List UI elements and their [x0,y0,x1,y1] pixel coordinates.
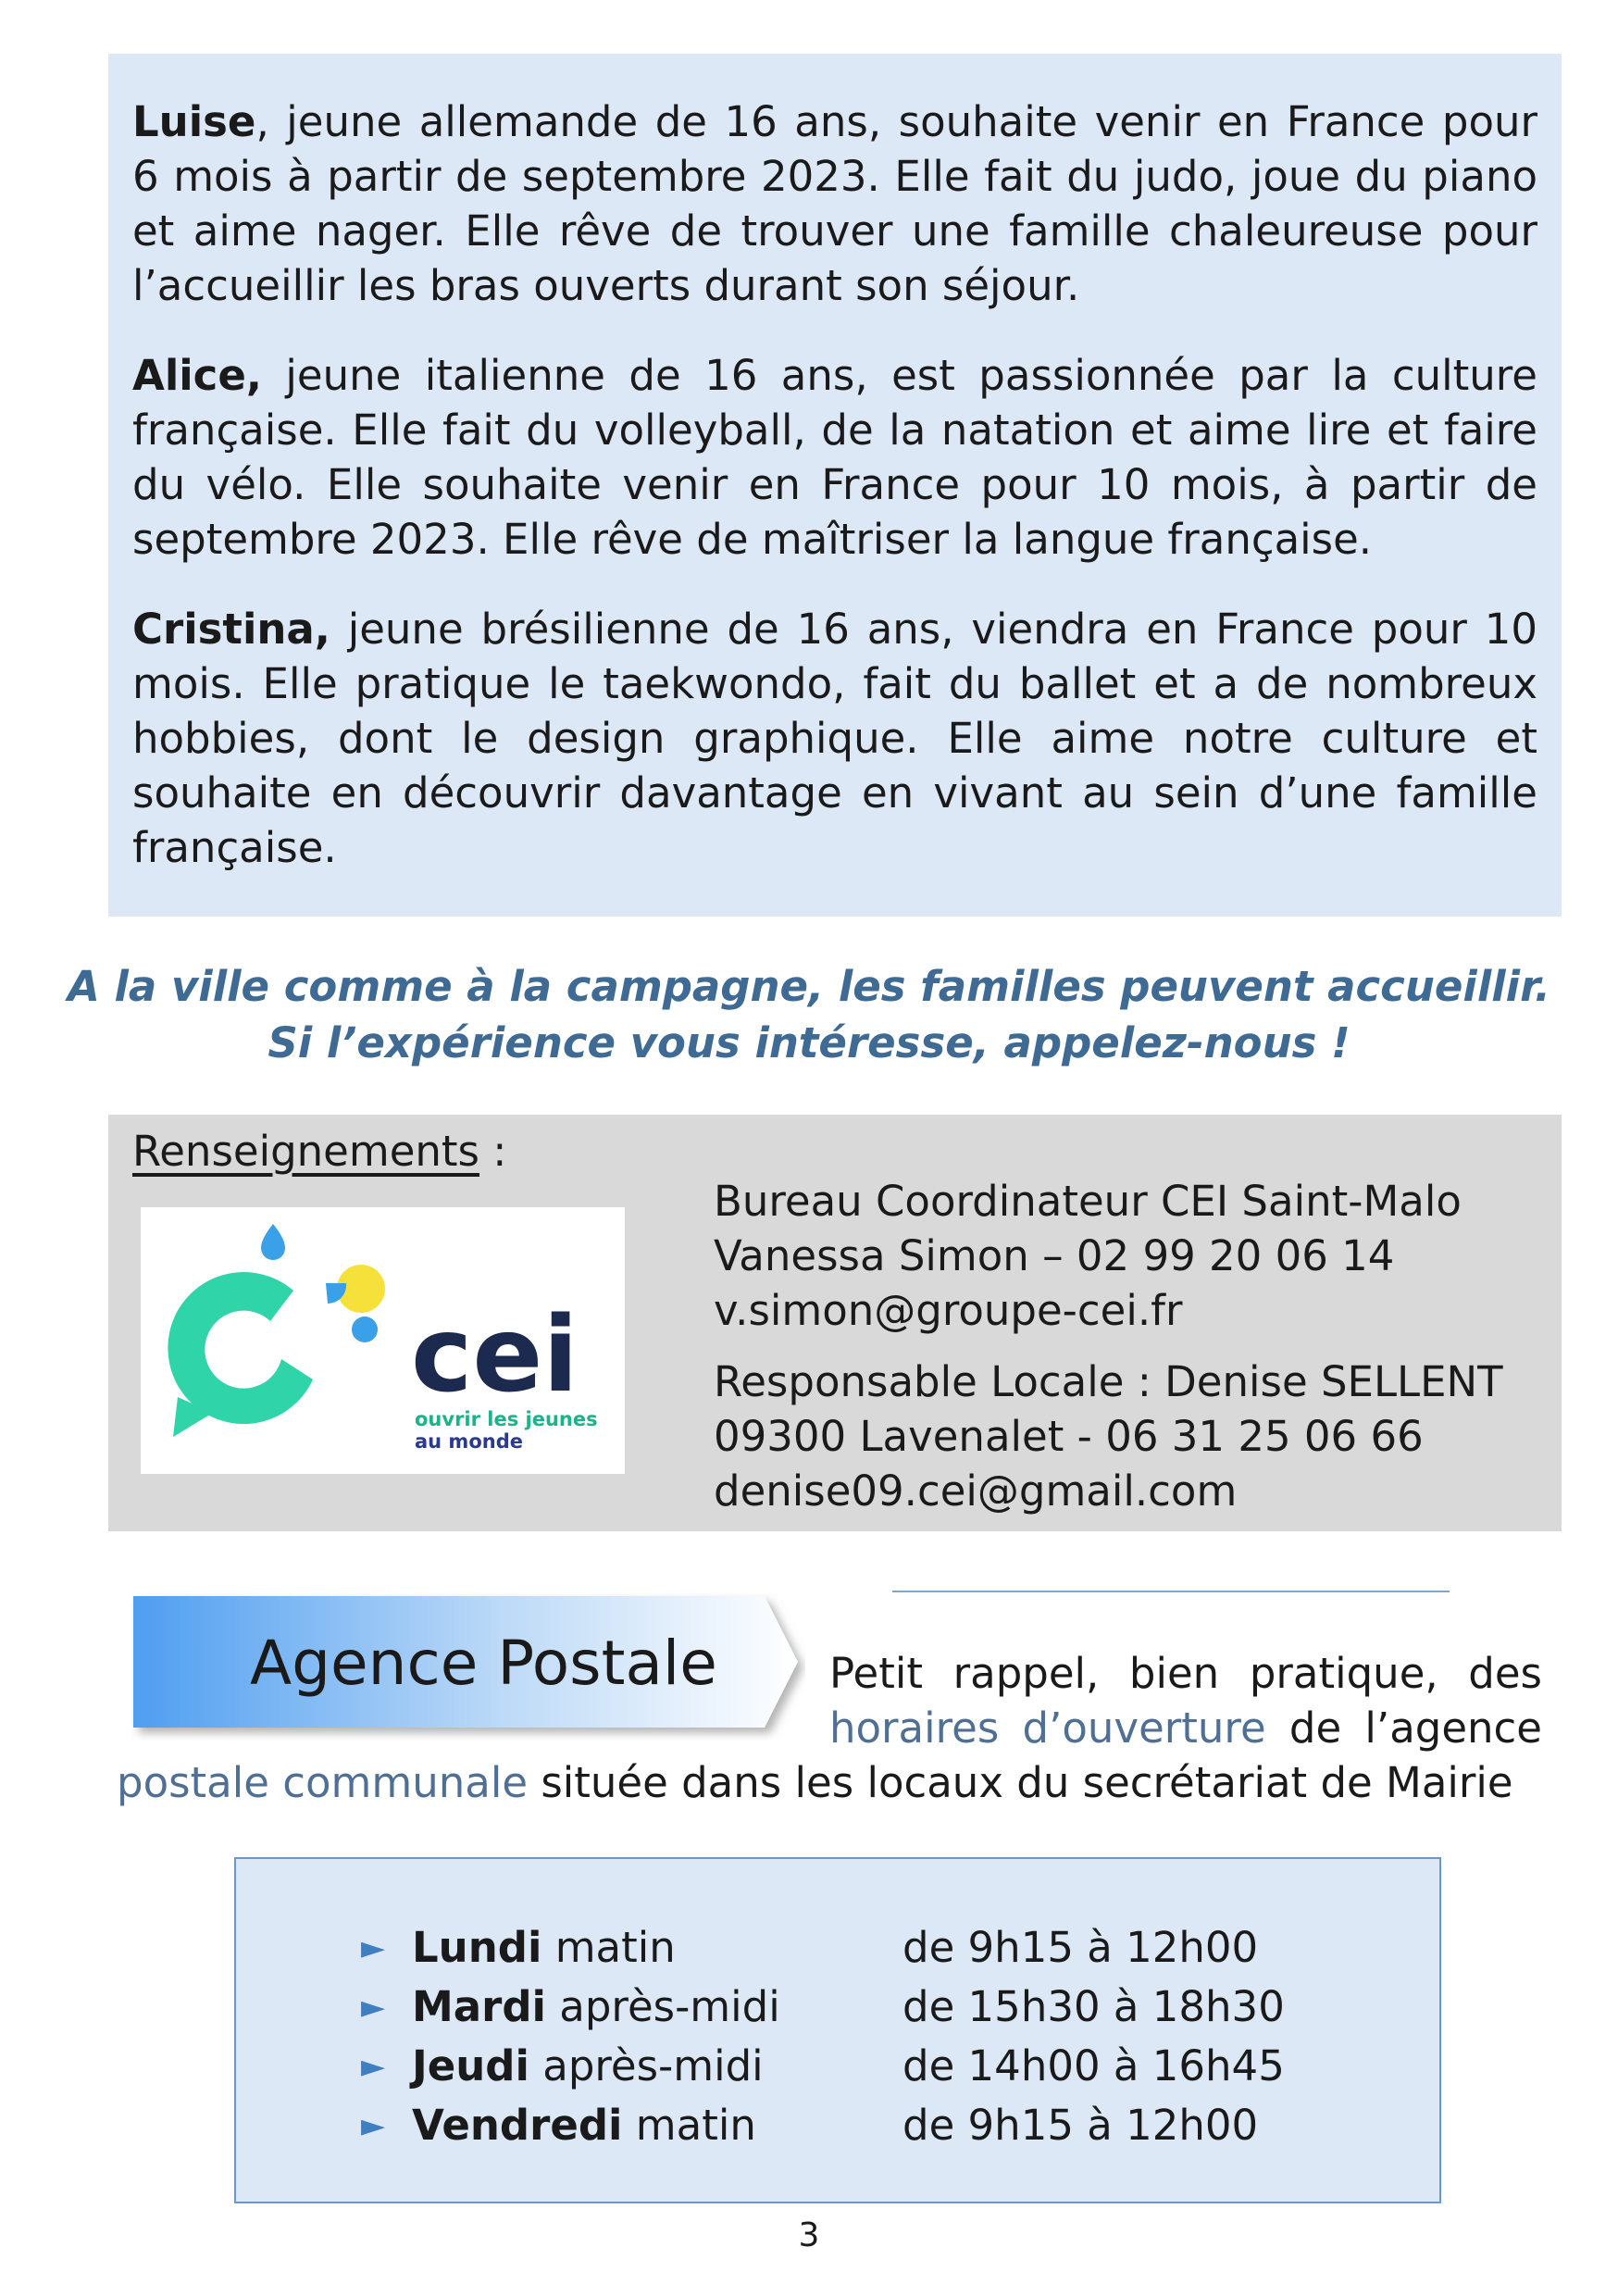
slogan [56,958,1562,1071]
slogan-line-2: Si l’expérience vous intéresse, appelez-nous ! [268,1018,1350,1067]
profiles-box [108,54,1562,917]
hours-row [236,1918,1439,1978]
local-line-1: Responsable Locale : Denise SELLENT [714,1357,1503,1406]
agence-highlight-postale: postale communale [117,1758,529,1807]
profile-name: Luise [132,97,256,146]
bureau-line-1: Bureau Coordinateur CEI Saint-Malo [714,1177,1462,1226]
hours-row [236,2037,1439,2096]
agence-text-line-2 [829,1701,1542,1755]
logo-tagline-2: au monde [415,1430,523,1453]
info-title-label: Renseignements [132,1127,479,1176]
logo-c-shape [168,1272,313,1424]
bureau-email[interactable]: v.simon@groupe-cei.fr [714,1286,1183,1335]
profile-text: jeune brésilienne de 16 ans, viendra en France pour 10 mois. Elle pratique le taekwondo, fait du ballet et a de nombreux hobbies, dont le design graphique. Elle aime notre culture et souhaite en découvrir davantage en vivant au sein d’une famille française. [132,605,1537,872]
day-name: Vendredi [412,2101,623,2150]
info-box [108,1115,1562,1531]
slogan-line-1: A la ville comme à la campagne, les familles peuvent accueillir. [68,962,1550,1011]
logo-drop [261,1224,285,1260]
day-period: après-midi [529,2041,764,2090]
profile-name: Cristina, [132,605,330,654]
hours-day [412,1978,780,2037]
logo-blue-dot [352,1316,378,1342]
day-name: Lundi [412,1923,542,1972]
bureau-line-2: Vanessa Simon – 02 99 20 06 14 [714,1231,1395,1280]
agence-text [117,1646,1542,1810]
hours-time: de 14h00 à 16h45 [902,2041,1285,2090]
day-period: après-midi [545,1982,780,2031]
day-name: Mardi [412,1982,546,2031]
page-number: 3 [798,2216,820,2254]
arrow-icon: ► [361,2048,386,2085]
info-title-suffix: : [479,1127,507,1176]
logo-word: cei [411,1295,579,1416]
hours-row [236,2096,1439,2155]
cei-logo [141,1207,625,1474]
day-period: matin [622,2101,756,2150]
profile-name: Alice, [132,351,262,400]
hours-day [412,2037,764,2096]
info-title [132,1124,506,1179]
arrow-icon: ► [361,2107,386,2144]
local-line-2: 09300 Lavenalet - 06 31 25 06 66 [714,1412,1424,1461]
agence-text-c: située dans les locaux du secrétariat de Mairie [528,1758,1513,1807]
cei-logo-icon [141,1207,625,1474]
profile-cristina [132,602,1537,875]
day-name: Jeudi [412,2041,529,2090]
agence-highlight-hours: horaires d’ouverture [829,1703,1266,1753]
contact-block [714,1174,1503,1518]
hours-row [236,1978,1439,2037]
profile-alice [132,348,1537,567]
local-email[interactable]: denise09.cei@gmail.com [714,1466,1238,1516]
profile-text: , jeune allemande de 16 ans, souhaite venir en France pour 6 mois à partir de septembre 2023. Elle fait du judo, joue du piano et aime nager. Elle rêve de trouver une famille chaleureuse pour l’accueillir les bras ouverts durant son séjour. [132,97,1537,310]
agence-title: Agence Postale [250,1628,717,1699]
separator-line [892,1591,1450,1592]
agence-text-b: de l’agence [1265,1703,1542,1753]
hours-time: de 15h30 à 18h30 [902,1982,1285,2031]
hours-time: de 9h15 à 12h00 [902,1923,1259,1972]
hours-box [234,1857,1441,2203]
hours-time: de 9h15 à 12h00 [902,2101,1259,2150]
agence-text-line-1: Petit rappel, bien pratique, des [829,1649,1542,1698]
hours-day [412,1918,676,1978]
agence-text-line-3 [117,1755,1542,1810]
hours-day [412,2096,756,2155]
arrow-icon: ► [361,1989,386,2026]
profile-luise [132,94,1537,313]
logo-tagline-1: ouvrir les jeunes [415,1408,598,1430]
arrow-icon: ► [361,1929,386,1966]
day-period: matin [541,1923,676,1972]
profile-text: jeune italienne de 16 ans, est passionnée par la culture française. Elle fait du volleyball, de la natation et aime lire et faire du vélo. Elle souhaite venir en France pour 10 mois, à partir de septembre 2023. Elle rêve de maîtriser la langue française. [132,351,1537,564]
